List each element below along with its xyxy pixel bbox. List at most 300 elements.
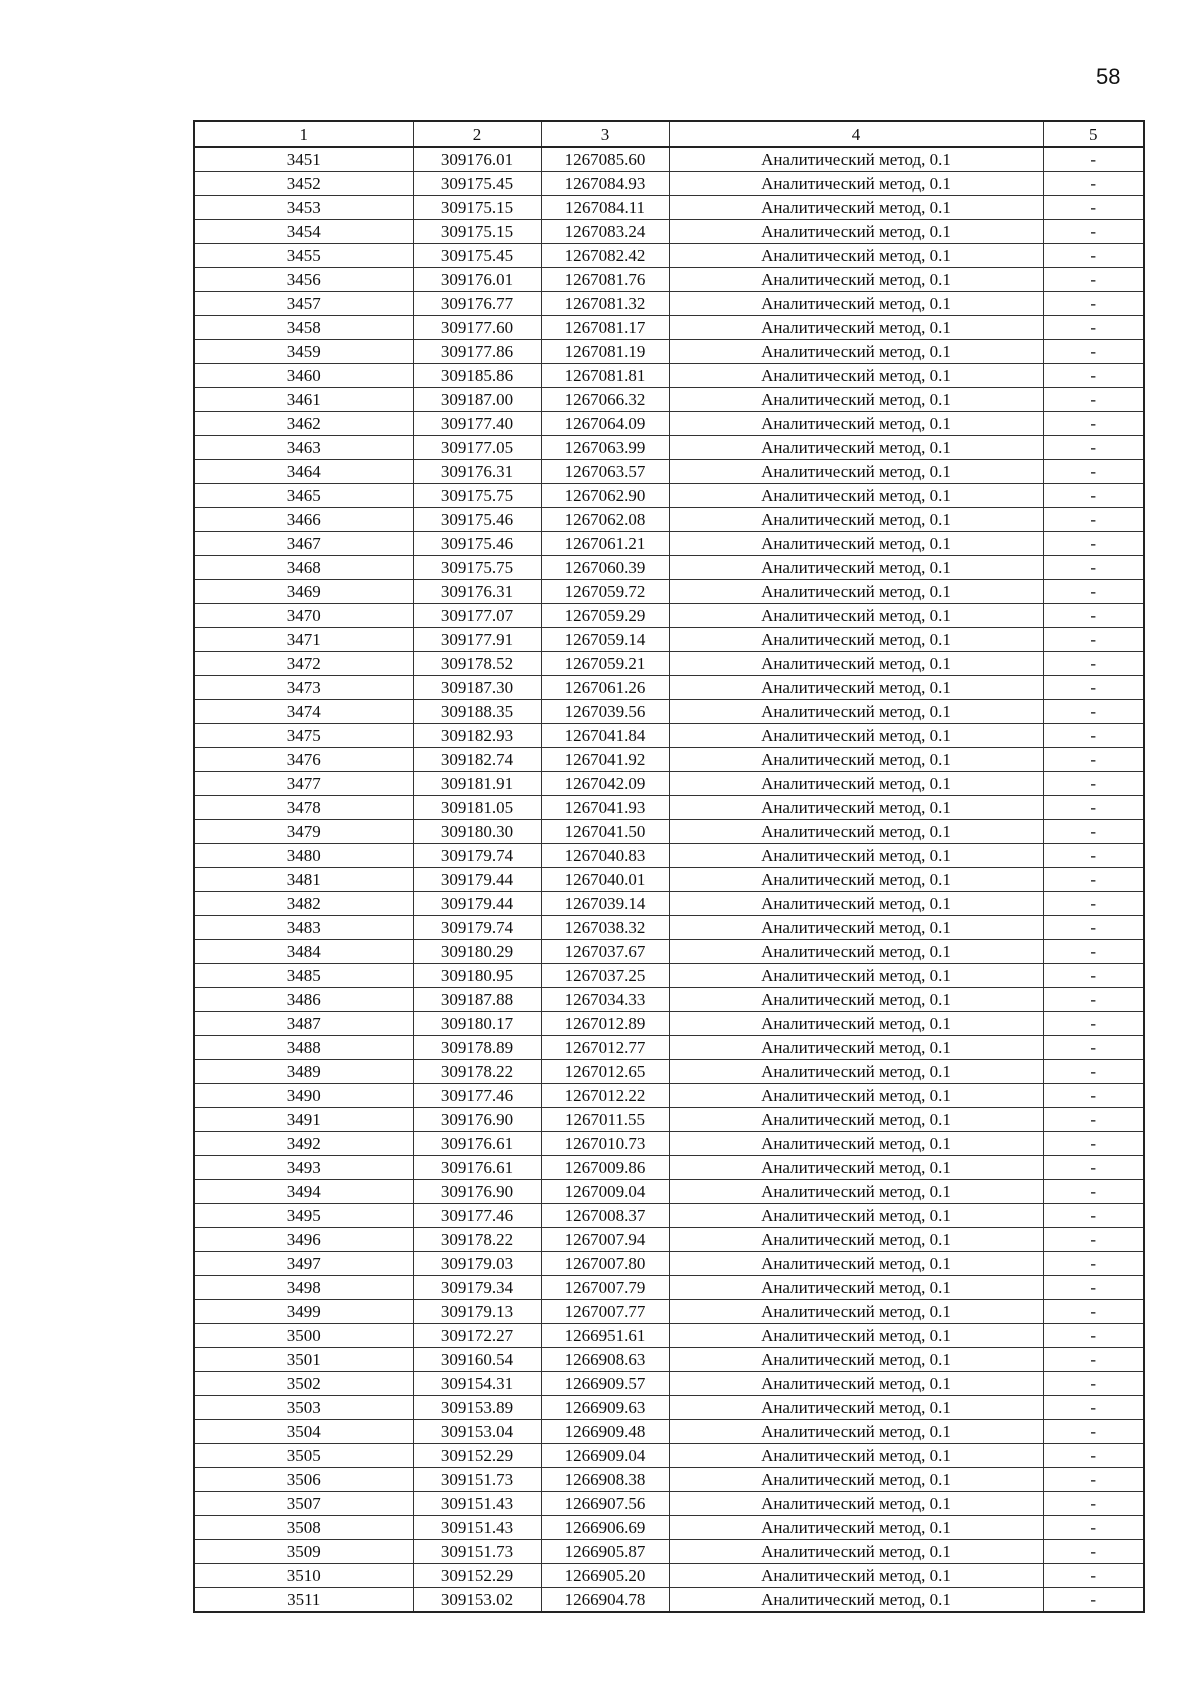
table-row	[194, 1516, 1144, 1540]
table-row	[194, 1156, 1144, 1180]
table-row	[194, 1204, 1144, 1228]
y-coordinate-cell: 1267037.67	[541, 940, 669, 964]
table-row	[194, 628, 1144, 652]
y-coordinate-cell: 1267011.55	[541, 1108, 669, 1132]
point-number-cell: 3472	[194, 652, 413, 676]
table-row	[194, 484, 1144, 508]
y-coordinate-cell: 1267010.73	[541, 1132, 669, 1156]
table-row	[194, 916, 1144, 940]
table-row	[194, 1396, 1144, 1420]
note-cell: -	[1043, 652, 1144, 676]
point-number-cell: 3494	[194, 1180, 413, 1204]
x-coordinate-cell: 309180.17	[413, 1012, 541, 1036]
x-coordinate-cell: 309151.43	[413, 1516, 541, 1540]
y-coordinate-cell: 1267007.94	[541, 1228, 669, 1252]
point-number-cell: 3510	[194, 1564, 413, 1588]
note-cell: -	[1043, 1468, 1144, 1492]
table-row	[194, 1588, 1144, 1613]
note-cell: -	[1043, 1132, 1144, 1156]
note-cell: -	[1043, 1036, 1144, 1060]
table-row	[194, 1252, 1144, 1276]
note-cell: -	[1043, 1444, 1144, 1468]
x-coordinate-cell: 309175.46	[413, 508, 541, 532]
method-cell: Аналитический метод, 0.1	[669, 1252, 1043, 1276]
y-coordinate-cell: 1267042.09	[541, 772, 669, 796]
y-coordinate-cell: 1267061.21	[541, 532, 669, 556]
y-coordinate-cell: 1266908.63	[541, 1348, 669, 1372]
method-cell: Аналитический метод, 0.1	[669, 1348, 1043, 1372]
x-coordinate-cell: 309180.29	[413, 940, 541, 964]
y-coordinate-cell: 1267007.80	[541, 1252, 669, 1276]
x-coordinate-cell: 309177.40	[413, 412, 541, 436]
table-row	[194, 1492, 1144, 1516]
y-coordinate-cell: 1267081.76	[541, 268, 669, 292]
note-cell: -	[1043, 1252, 1144, 1276]
point-number-cell: 3502	[194, 1372, 413, 1396]
point-number-cell: 3463	[194, 436, 413, 460]
point-number-cell: 3509	[194, 1540, 413, 1564]
note-cell: -	[1043, 1516, 1144, 1540]
y-coordinate-cell: 1266907.56	[541, 1492, 669, 1516]
method-cell: Аналитический метод, 0.1	[669, 1060, 1043, 1084]
point-number-cell: 3477	[194, 772, 413, 796]
method-cell: Аналитический метод, 0.1	[669, 652, 1043, 676]
point-number-cell: 3454	[194, 220, 413, 244]
y-coordinate-cell: 1267085.60	[541, 147, 669, 172]
method-cell: Аналитический метод, 0.1	[669, 1396, 1043, 1420]
method-cell: Аналитический метод, 0.1	[669, 868, 1043, 892]
x-coordinate-cell: 309178.22	[413, 1228, 541, 1252]
method-cell: Аналитический метод, 0.1	[669, 988, 1043, 1012]
method-cell: Аналитический метод, 0.1	[669, 964, 1043, 988]
x-coordinate-cell: 309182.74	[413, 748, 541, 772]
method-cell: Аналитический метод, 0.1	[669, 436, 1043, 460]
point-number-cell: 3504	[194, 1420, 413, 1444]
table-row	[194, 1372, 1144, 1396]
method-cell: Аналитический метод, 0.1	[669, 1492, 1043, 1516]
point-number-cell: 3481	[194, 868, 413, 892]
table-row	[194, 460, 1144, 484]
x-coordinate-cell: 309176.01	[413, 147, 541, 172]
y-coordinate-cell: 1266905.20	[541, 1564, 669, 1588]
method-cell: Аналитический метод, 0.1	[669, 796, 1043, 820]
x-coordinate-cell: 309177.60	[413, 316, 541, 340]
y-coordinate-cell: 1267059.21	[541, 652, 669, 676]
table-row	[194, 1228, 1144, 1252]
y-coordinate-cell: 1267012.22	[541, 1084, 669, 1108]
y-coordinate-cell: 1267012.77	[541, 1036, 669, 1060]
y-coordinate-cell: 1267034.33	[541, 988, 669, 1012]
table-row	[194, 1468, 1144, 1492]
y-coordinate-cell: 1267061.26	[541, 676, 669, 700]
point-number-cell: 3460	[194, 364, 413, 388]
table-row	[194, 868, 1144, 892]
method-cell: Аналитический метод, 0.1	[669, 172, 1043, 196]
note-cell: -	[1043, 1108, 1144, 1132]
note-cell: -	[1043, 772, 1144, 796]
note-cell: -	[1043, 460, 1144, 484]
point-number-cell: 3496	[194, 1228, 413, 1252]
table-row	[194, 1564, 1144, 1588]
point-number-cell: 3461	[194, 388, 413, 412]
y-coordinate-cell: 1267041.50	[541, 820, 669, 844]
y-coordinate-cell: 1267059.14	[541, 628, 669, 652]
note-cell: -	[1043, 1540, 1144, 1564]
y-coordinate-cell: 1266906.69	[541, 1516, 669, 1540]
x-coordinate-cell: 309182.93	[413, 724, 541, 748]
method-cell: Аналитический метод, 0.1	[669, 220, 1043, 244]
table-row	[194, 580, 1144, 604]
table-row	[194, 1084, 1144, 1108]
table-row	[194, 388, 1144, 412]
y-coordinate-cell: 1267012.89	[541, 1012, 669, 1036]
note-cell: -	[1043, 1060, 1144, 1084]
note-cell: -	[1043, 1300, 1144, 1324]
x-coordinate-cell: 309177.46	[413, 1204, 541, 1228]
note-cell: -	[1043, 868, 1144, 892]
table-row	[194, 604, 1144, 628]
method-cell: Аналитический метод, 0.1	[669, 532, 1043, 556]
table-row	[194, 1108, 1144, 1132]
x-coordinate-cell: 309153.02	[413, 1588, 541, 1613]
note-cell: -	[1043, 844, 1144, 868]
x-coordinate-cell: 309181.05	[413, 796, 541, 820]
y-coordinate-cell: 1267062.90	[541, 484, 669, 508]
y-coordinate-cell: 1267083.24	[541, 220, 669, 244]
method-cell: Аналитический метод, 0.1	[669, 1540, 1043, 1564]
method-cell: Аналитический метод, 0.1	[669, 1324, 1043, 1348]
y-coordinate-cell: 1267038.32	[541, 916, 669, 940]
method-cell: Аналитический метод, 0.1	[669, 1444, 1043, 1468]
y-coordinate-cell: 1267037.25	[541, 964, 669, 988]
note-cell: -	[1043, 196, 1144, 220]
method-cell: Аналитический метод, 0.1	[669, 892, 1043, 916]
table-row	[194, 964, 1144, 988]
note-cell: -	[1043, 1420, 1144, 1444]
x-coordinate-cell: 309175.45	[413, 172, 541, 196]
table-row	[194, 796, 1144, 820]
x-coordinate-cell: 309179.74	[413, 916, 541, 940]
method-cell: Аналитический метод, 0.1	[669, 556, 1043, 580]
point-number-cell: 3507	[194, 1492, 413, 1516]
point-number-cell: 3483	[194, 916, 413, 940]
table-row	[194, 412, 1144, 436]
method-cell: Аналитический метод, 0.1	[669, 1228, 1043, 1252]
note-cell: -	[1043, 1564, 1144, 1588]
method-cell: Аналитический метод, 0.1	[669, 1204, 1043, 1228]
x-coordinate-cell: 309179.44	[413, 868, 541, 892]
method-cell: Аналитический метод, 0.1	[669, 1180, 1043, 1204]
note-cell: -	[1043, 1204, 1144, 1228]
table-row	[194, 748, 1144, 772]
note-cell: -	[1043, 316, 1144, 340]
method-cell: Аналитический метод, 0.1	[669, 147, 1043, 172]
x-coordinate-cell: 309151.73	[413, 1540, 541, 1564]
coordinates-table-container	[193, 120, 1145, 1613]
y-coordinate-cell: 1267009.04	[541, 1180, 669, 1204]
method-cell: Аналитический метод, 0.1	[669, 268, 1043, 292]
point-number-cell: 3506	[194, 1468, 413, 1492]
y-coordinate-cell: 1267007.79	[541, 1276, 669, 1300]
note-cell: -	[1043, 412, 1144, 436]
method-cell: Аналитический метод, 0.1	[669, 1108, 1043, 1132]
x-coordinate-cell: 309185.86	[413, 364, 541, 388]
x-coordinate-cell: 309181.91	[413, 772, 541, 796]
point-number-cell: 3478	[194, 796, 413, 820]
table-row	[194, 292, 1144, 316]
x-coordinate-cell: 309152.29	[413, 1444, 541, 1468]
x-coordinate-cell: 309178.52	[413, 652, 541, 676]
method-cell: Аналитический метод, 0.1	[669, 1468, 1043, 1492]
x-coordinate-cell: 309175.45	[413, 244, 541, 268]
point-number-cell: 3474	[194, 700, 413, 724]
header-cell-3: 3	[541, 121, 669, 147]
method-cell: Аналитический метод, 0.1	[669, 748, 1043, 772]
y-coordinate-cell: 1267039.14	[541, 892, 669, 916]
y-coordinate-cell: 1266909.57	[541, 1372, 669, 1396]
y-coordinate-cell: 1266904.78	[541, 1588, 669, 1613]
method-cell: Аналитический метод, 0.1	[669, 1084, 1043, 1108]
note-cell: -	[1043, 436, 1144, 460]
method-cell: Аналитический метод, 0.1	[669, 700, 1043, 724]
note-cell: -	[1043, 1324, 1144, 1348]
note-cell: -	[1043, 1372, 1144, 1396]
table-row	[194, 508, 1144, 532]
x-coordinate-cell: 309175.75	[413, 484, 541, 508]
note-cell: -	[1043, 556, 1144, 580]
x-coordinate-cell: 309178.22	[413, 1060, 541, 1084]
note-cell: -	[1043, 244, 1144, 268]
header-row	[194, 121, 1144, 147]
method-cell: Аналитический метод, 0.1	[669, 1036, 1043, 1060]
table-header	[194, 121, 1144, 147]
y-coordinate-cell: 1267059.72	[541, 580, 669, 604]
table-row	[194, 436, 1144, 460]
x-coordinate-cell: 309187.00	[413, 388, 541, 412]
point-number-cell: 3492	[194, 1132, 413, 1156]
coordinates-table	[193, 120, 1145, 1613]
point-number-cell: 3466	[194, 508, 413, 532]
note-cell: -	[1043, 724, 1144, 748]
method-cell: Аналитический метод, 0.1	[669, 1276, 1043, 1300]
table-row	[194, 1036, 1144, 1060]
x-coordinate-cell: 309175.15	[413, 220, 541, 244]
y-coordinate-cell: 1267060.39	[541, 556, 669, 580]
note-cell: -	[1043, 1084, 1144, 1108]
x-coordinate-cell: 309176.61	[413, 1156, 541, 1180]
point-number-cell: 3473	[194, 676, 413, 700]
point-number-cell: 3500	[194, 1324, 413, 1348]
table-row	[194, 772, 1144, 796]
point-number-cell: 3459	[194, 340, 413, 364]
point-number-cell: 3471	[194, 628, 413, 652]
x-coordinate-cell: 309177.46	[413, 1084, 541, 1108]
method-cell: Аналитический метод, 0.1	[669, 508, 1043, 532]
note-cell: -	[1043, 388, 1144, 412]
y-coordinate-cell: 1266909.04	[541, 1444, 669, 1468]
x-coordinate-cell: 309177.86	[413, 340, 541, 364]
point-number-cell: 3476	[194, 748, 413, 772]
y-coordinate-cell: 1266908.38	[541, 1468, 669, 1492]
x-coordinate-cell: 309179.44	[413, 892, 541, 916]
x-coordinate-cell: 309179.34	[413, 1276, 541, 1300]
x-coordinate-cell: 309179.13	[413, 1300, 541, 1324]
header-cell-2: 2	[413, 121, 541, 147]
point-number-cell: 3484	[194, 940, 413, 964]
method-cell: Аналитический метод, 0.1	[669, 196, 1043, 220]
x-coordinate-cell: 309175.15	[413, 196, 541, 220]
x-coordinate-cell: 309188.35	[413, 700, 541, 724]
point-number-cell: 3499	[194, 1300, 413, 1324]
note-cell: -	[1043, 1276, 1144, 1300]
y-coordinate-cell: 1267040.83	[541, 844, 669, 868]
x-coordinate-cell: 309172.27	[413, 1324, 541, 1348]
point-number-cell: 3462	[194, 412, 413, 436]
point-number-cell: 3503	[194, 1396, 413, 1420]
table-row	[194, 220, 1144, 244]
y-coordinate-cell: 1267041.84	[541, 724, 669, 748]
method-cell: Аналитический метод, 0.1	[669, 1300, 1043, 1324]
note-cell: -	[1043, 268, 1144, 292]
table-row	[194, 1276, 1144, 1300]
x-coordinate-cell: 309176.31	[413, 580, 541, 604]
y-coordinate-cell: 1267082.42	[541, 244, 669, 268]
table-row	[194, 147, 1144, 172]
table-row	[194, 1444, 1144, 1468]
note-cell: -	[1043, 147, 1144, 172]
point-number-cell: 3508	[194, 1516, 413, 1540]
x-coordinate-cell: 309176.77	[413, 292, 541, 316]
y-coordinate-cell: 1267008.37	[541, 1204, 669, 1228]
method-cell: Аналитический метод, 0.1	[669, 1588, 1043, 1613]
y-coordinate-cell: 1267062.08	[541, 508, 669, 532]
table-row	[194, 316, 1144, 340]
table-body	[194, 147, 1144, 1612]
point-number-cell: 3475	[194, 724, 413, 748]
note-cell: -	[1043, 748, 1144, 772]
y-coordinate-cell: 1266909.63	[541, 1396, 669, 1420]
x-coordinate-cell: 309176.61	[413, 1132, 541, 1156]
note-cell: -	[1043, 916, 1144, 940]
note-cell: -	[1043, 676, 1144, 700]
table-row	[194, 1540, 1144, 1564]
table-row	[194, 340, 1144, 364]
y-coordinate-cell: 1267084.11	[541, 196, 669, 220]
method-cell: Аналитический метод, 0.1	[669, 820, 1043, 844]
point-number-cell: 3491	[194, 1108, 413, 1132]
x-coordinate-cell: 309176.90	[413, 1180, 541, 1204]
method-cell: Аналитический метод, 0.1	[669, 1516, 1043, 1540]
method-cell: Аналитический метод, 0.1	[669, 1564, 1043, 1588]
point-number-cell: 3456	[194, 268, 413, 292]
point-number-cell: 3465	[194, 484, 413, 508]
point-number-cell: 3457	[194, 292, 413, 316]
x-coordinate-cell: 309175.46	[413, 532, 541, 556]
x-coordinate-cell: 309176.01	[413, 268, 541, 292]
x-coordinate-cell: 309154.31	[413, 1372, 541, 1396]
point-number-cell: 3487	[194, 1012, 413, 1036]
x-coordinate-cell: 309180.95	[413, 964, 541, 988]
method-cell: Аналитический метод, 0.1	[669, 244, 1043, 268]
method-cell: Аналитический метод, 0.1	[669, 1372, 1043, 1396]
note-cell: -	[1043, 1180, 1144, 1204]
note-cell: -	[1043, 940, 1144, 964]
note-cell: -	[1043, 292, 1144, 316]
x-coordinate-cell: 309153.89	[413, 1396, 541, 1420]
table-row	[194, 652, 1144, 676]
note-cell: -	[1043, 1396, 1144, 1420]
x-coordinate-cell: 309179.03	[413, 1252, 541, 1276]
note-cell: -	[1043, 1012, 1144, 1036]
table-row	[194, 820, 1144, 844]
method-cell: Аналитический метод, 0.1	[669, 316, 1043, 340]
method-cell: Аналитический метод, 0.1	[669, 292, 1043, 316]
x-coordinate-cell: 309151.43	[413, 1492, 541, 1516]
x-coordinate-cell: 309177.05	[413, 436, 541, 460]
method-cell: Аналитический метод, 0.1	[669, 916, 1043, 940]
x-coordinate-cell: 309160.54	[413, 1348, 541, 1372]
point-number-cell: 3493	[194, 1156, 413, 1180]
note-cell: -	[1043, 604, 1144, 628]
method-cell: Аналитический метод, 0.1	[669, 340, 1043, 364]
method-cell: Аналитический метод, 0.1	[669, 364, 1043, 388]
method-cell: Аналитический метод, 0.1	[669, 676, 1043, 700]
y-coordinate-cell: 1267063.57	[541, 460, 669, 484]
header-cell-4: 4	[669, 121, 1043, 147]
note-cell: -	[1043, 340, 1144, 364]
header-cell-1: 1	[194, 121, 413, 147]
y-coordinate-cell: 1267040.01	[541, 868, 669, 892]
point-number-cell: 3497	[194, 1252, 413, 1276]
note-cell: -	[1043, 580, 1144, 604]
point-number-cell: 3468	[194, 556, 413, 580]
table-row	[194, 1300, 1144, 1324]
x-coordinate-cell: 309187.30	[413, 676, 541, 700]
method-cell: Аналитический метод, 0.1	[669, 844, 1043, 868]
point-number-cell: 3482	[194, 892, 413, 916]
table-row	[194, 244, 1144, 268]
note-cell: -	[1043, 628, 1144, 652]
note-cell: -	[1043, 484, 1144, 508]
note-cell: -	[1043, 532, 1144, 556]
y-coordinate-cell: 1266951.61	[541, 1324, 669, 1348]
method-cell: Аналитический метод, 0.1	[669, 1156, 1043, 1180]
point-number-cell: 3453	[194, 196, 413, 220]
y-coordinate-cell: 1266905.87	[541, 1540, 669, 1564]
point-number-cell: 3480	[194, 844, 413, 868]
method-cell: Аналитический метод, 0.1	[669, 940, 1043, 964]
table-row	[194, 892, 1144, 916]
y-coordinate-cell: 1267084.93	[541, 172, 669, 196]
page-number: 58	[1096, 64, 1121, 89]
method-cell: Аналитический метод, 0.1	[669, 1420, 1043, 1444]
table-row	[194, 1060, 1144, 1084]
point-number-cell: 3467	[194, 532, 413, 556]
method-cell: Аналитический метод, 0.1	[669, 772, 1043, 796]
y-coordinate-cell: 1267081.81	[541, 364, 669, 388]
point-number-cell: 3501	[194, 1348, 413, 1372]
y-coordinate-cell: 1267009.86	[541, 1156, 669, 1180]
point-number-cell: 3458	[194, 316, 413, 340]
note-cell: -	[1043, 1156, 1144, 1180]
note-cell: -	[1043, 892, 1144, 916]
y-coordinate-cell: 1267066.32	[541, 388, 669, 412]
note-cell: -	[1043, 220, 1144, 244]
point-number-cell: 3505	[194, 1444, 413, 1468]
point-number-cell: 3488	[194, 1036, 413, 1060]
point-number-cell: 3498	[194, 1276, 413, 1300]
x-coordinate-cell: 309176.90	[413, 1108, 541, 1132]
